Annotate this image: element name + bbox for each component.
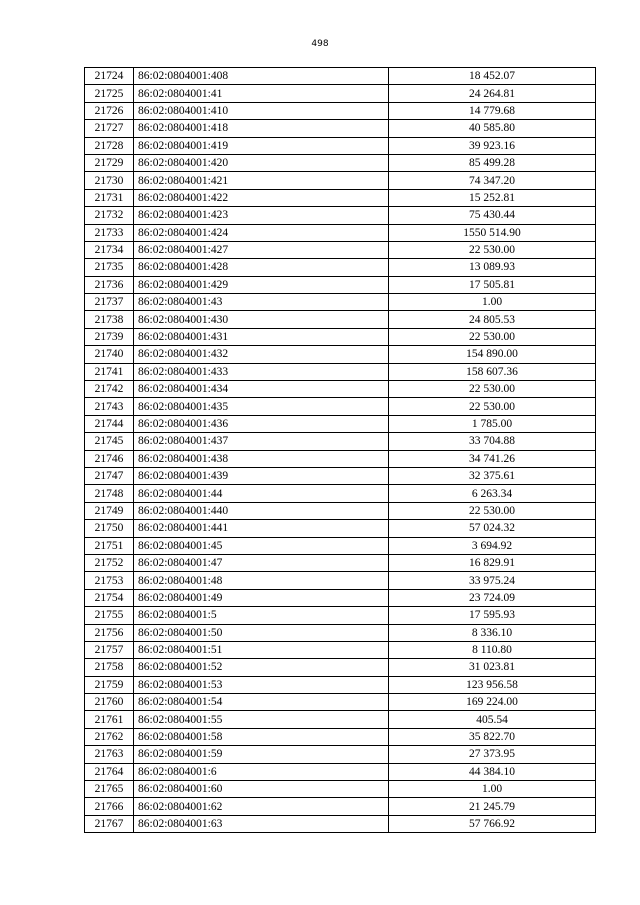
cadastral-value-table (84, 67, 596, 833)
cadastral-value-cell: 33 975.24 (389, 572, 596, 589)
table-row (85, 259, 596, 276)
cadastral-number-cell: 86:02:0804001:44 (134, 485, 389, 502)
table-row (85, 294, 596, 311)
cadastral-number-cell: 86:02:0804001:438 (134, 450, 389, 467)
cadastral-value-cell: 18 452.07 (389, 68, 596, 85)
cadastral-value-cell: 57 024.32 (389, 520, 596, 537)
cadastral-number-cell: 86:02:0804001:439 (134, 467, 389, 484)
table-row (85, 433, 596, 450)
row-number-cell: 21752 (85, 554, 134, 571)
cadastral-number-cell: 86:02:0804001:63 (134, 815, 389, 832)
cadastral-number-cell: 86:02:0804001:47 (134, 554, 389, 571)
table-body (85, 68, 596, 833)
cadastral-value-cell: 6 263.34 (389, 485, 596, 502)
cadastral-value-cell: 85 499.28 (389, 154, 596, 171)
table-row (85, 815, 596, 832)
row-number-cell: 21737 (85, 294, 134, 311)
row-number-cell: 21758 (85, 659, 134, 676)
row-number-cell: 21741 (85, 363, 134, 380)
table-row (85, 589, 596, 606)
table-row (85, 746, 596, 763)
cadastral-number-cell: 86:02:0804001:433 (134, 363, 389, 380)
row-number-cell: 21754 (85, 589, 134, 606)
cadastral-value-cell: 154 890.00 (389, 346, 596, 363)
cadastral-value-cell: 1 785.00 (389, 415, 596, 432)
cadastral-number-cell: 86:02:0804001:41 (134, 85, 389, 102)
row-number-cell: 21757 (85, 641, 134, 658)
table-row (85, 381, 596, 398)
cadastral-number-cell: 86:02:0804001:420 (134, 154, 389, 171)
row-number-cell: 21742 (85, 381, 134, 398)
row-number-cell: 21743 (85, 398, 134, 415)
row-number-cell: 21728 (85, 137, 134, 154)
row-number-cell: 21726 (85, 102, 134, 119)
cadastral-number-cell: 86:02:0804001:431 (134, 328, 389, 345)
cadastral-value-cell: 34 741.26 (389, 450, 596, 467)
table-row (85, 276, 596, 293)
cadastral-number-cell: 86:02:0804001:435 (134, 398, 389, 415)
cadastral-number-cell: 86:02:0804001:410 (134, 102, 389, 119)
cadastral-number-cell: 86:02:0804001:419 (134, 137, 389, 154)
table-row (85, 450, 596, 467)
table-row (85, 694, 596, 711)
row-number-cell: 21736 (85, 276, 134, 293)
cadastral-value-cell: 24 805.53 (389, 311, 596, 328)
table-row (85, 641, 596, 658)
table-row (85, 120, 596, 137)
row-number-cell: 21763 (85, 746, 134, 763)
row-number-cell: 21729 (85, 154, 134, 171)
cadastral-number-cell: 86:02:0804001:434 (134, 381, 389, 398)
cadastral-number-cell: 86:02:0804001:58 (134, 728, 389, 745)
cadastral-value-cell: 22 530.00 (389, 502, 596, 519)
cadastral-number-cell: 86:02:0804001:429 (134, 276, 389, 293)
cadastral-number-cell: 86:02:0804001:408 (134, 68, 389, 85)
row-number-cell: 21748 (85, 485, 134, 502)
row-number-cell: 21755 (85, 607, 134, 624)
row-number-cell: 21734 (85, 241, 134, 258)
table-row (85, 68, 596, 85)
cadastral-value-cell: 8 336.10 (389, 624, 596, 641)
table-row (85, 398, 596, 415)
cadastral-value-cell: 33 704.88 (389, 433, 596, 450)
cadastral-value-cell: 13 089.93 (389, 259, 596, 276)
cadastral-number-cell: 86:02:0804001:60 (134, 781, 389, 798)
cadastral-value-cell: 14 779.68 (389, 102, 596, 119)
table-row (85, 659, 596, 676)
cadastral-value-cell: 40 585.80 (389, 120, 596, 137)
row-number-cell: 21727 (85, 120, 134, 137)
row-number-cell: 21753 (85, 572, 134, 589)
row-number-cell: 21732 (85, 207, 134, 224)
row-number-cell: 21738 (85, 311, 134, 328)
row-number-cell: 21724 (85, 68, 134, 85)
row-number-cell: 21746 (85, 450, 134, 467)
cadastral-value-cell: 16 829.91 (389, 554, 596, 571)
row-number-cell: 21744 (85, 415, 134, 432)
table-row (85, 224, 596, 241)
cadastral-value-cell: 1.00 (389, 781, 596, 798)
cadastral-number-cell: 86:02:0804001:428 (134, 259, 389, 276)
row-number-cell: 21759 (85, 676, 134, 693)
row-number-cell: 21745 (85, 433, 134, 450)
cadastral-number-cell: 86:02:0804001:430 (134, 311, 389, 328)
cadastral-number-cell: 86:02:0804001:59 (134, 746, 389, 763)
row-number-cell: 21747 (85, 467, 134, 484)
cadastral-number-cell: 86:02:0804001:51 (134, 641, 389, 658)
table-row (85, 798, 596, 815)
cadastral-number-cell: 86:02:0804001:53 (134, 676, 389, 693)
cadastral-number-cell: 86:02:0804001:423 (134, 207, 389, 224)
row-number-cell: 21749 (85, 502, 134, 519)
table-row (85, 781, 596, 798)
row-number-cell: 21765 (85, 781, 134, 798)
cadastral-value-cell: 17 595.93 (389, 607, 596, 624)
cadastral-number-cell: 86:02:0804001:432 (134, 346, 389, 363)
cadastral-value-cell: 123 956.58 (389, 676, 596, 693)
table-row (85, 554, 596, 571)
table-row (85, 102, 596, 119)
row-number-cell: 21766 (85, 798, 134, 815)
row-number-cell: 21740 (85, 346, 134, 363)
row-number-cell: 21761 (85, 711, 134, 728)
cadastral-value-cell: 32 375.61 (389, 467, 596, 484)
cadastral-value-cell: 75 430.44 (389, 207, 596, 224)
row-number-cell: 21739 (85, 328, 134, 345)
cadastral-value-cell: 169 224.00 (389, 694, 596, 711)
table-row (85, 154, 596, 171)
cadastral-value-cell: 22 530.00 (389, 328, 596, 345)
cadastral-value-cell: 39 923.16 (389, 137, 596, 154)
cadastral-number-cell: 86:02:0804001:45 (134, 537, 389, 554)
cadastral-number-cell: 86:02:0804001:427 (134, 241, 389, 258)
cadastral-value-cell: 22 530.00 (389, 381, 596, 398)
table-row (85, 520, 596, 537)
cadastral-number-cell: 86:02:0804001:55 (134, 711, 389, 728)
cadastral-value-cell: 22 530.00 (389, 398, 596, 415)
cadastral-value-cell: 17 505.81 (389, 276, 596, 293)
cadastral-number-cell: 86:02:0804001:422 (134, 189, 389, 206)
table-row (85, 346, 596, 363)
cadastral-number-cell: 86:02:0804001:62 (134, 798, 389, 815)
table-row (85, 763, 596, 780)
table-row (85, 241, 596, 258)
cadastral-number-cell: 86:02:0804001:52 (134, 659, 389, 676)
table-row (85, 137, 596, 154)
cadastral-value-cell: 158 607.36 (389, 363, 596, 380)
row-number-cell: 21731 (85, 189, 134, 206)
table-row (85, 415, 596, 432)
table-row (85, 607, 596, 624)
cadastral-number-cell: 86:02:0804001:440 (134, 502, 389, 519)
table-row (85, 363, 596, 380)
table-row (85, 172, 596, 189)
page-number: 498 (311, 39, 329, 49)
cadastral-value-cell: 15 252.81 (389, 189, 596, 206)
cadastral-value-cell: 44 384.10 (389, 763, 596, 780)
table-row (85, 328, 596, 345)
cadastral-number-cell: 86:02:0804001:50 (134, 624, 389, 641)
table-row (85, 311, 596, 328)
table-row (85, 85, 596, 102)
table-row (85, 676, 596, 693)
cadastral-number-cell: 86:02:0804001:48 (134, 572, 389, 589)
cadastral-number-cell: 86:02:0804001:5 (134, 607, 389, 624)
cadastral-value-cell: 1.00 (389, 294, 596, 311)
row-number-cell: 21725 (85, 85, 134, 102)
cadastral-value-cell: 57 766.92 (389, 815, 596, 832)
cadastral-value-cell: 8 110.80 (389, 641, 596, 658)
row-number-cell: 21750 (85, 520, 134, 537)
row-number-cell: 21764 (85, 763, 134, 780)
cadastral-number-cell: 86:02:0804001:418 (134, 120, 389, 137)
cadastral-number-cell: 86:02:0804001:54 (134, 694, 389, 711)
row-number-cell: 21730 (85, 172, 134, 189)
table-row (85, 485, 596, 502)
row-number-cell: 21767 (85, 815, 134, 832)
cadastral-number-cell: 86:02:0804001:421 (134, 172, 389, 189)
cadastral-value-cell: 405.54 (389, 711, 596, 728)
cadastral-value-cell: 24 264.81 (389, 85, 596, 102)
cadastral-number-cell: 86:02:0804001:6 (134, 763, 389, 780)
cadastral-value-cell: 23 724.09 (389, 589, 596, 606)
row-number-cell: 21735 (85, 259, 134, 276)
row-number-cell: 21762 (85, 728, 134, 745)
table-row (85, 467, 596, 484)
cadastral-value-cell: 35 822.70 (389, 728, 596, 745)
table-row (85, 624, 596, 641)
cadastral-value-cell: 21 245.79 (389, 798, 596, 815)
cadastral-number-cell: 86:02:0804001:437 (134, 433, 389, 450)
cadastral-value-cell: 74 347.20 (389, 172, 596, 189)
row-number-cell: 21756 (85, 624, 134, 641)
table-row (85, 728, 596, 745)
table-row (85, 572, 596, 589)
table-row (85, 207, 596, 224)
cadastral-value-cell: 22 530.00 (389, 241, 596, 258)
cadastral-number-cell: 86:02:0804001:43 (134, 294, 389, 311)
table-row (85, 189, 596, 206)
cadastral-value-cell: 1550 514.90 (389, 224, 596, 241)
cadastral-value-cell: 27 373.95 (389, 746, 596, 763)
cadastral-value-cell: 3 694.92 (389, 537, 596, 554)
table-row (85, 502, 596, 519)
table-row (85, 537, 596, 554)
cadastral-number-cell: 86:02:0804001:436 (134, 415, 389, 432)
cadastral-number-cell: 86:02:0804001:424 (134, 224, 389, 241)
row-number-cell: 21760 (85, 694, 134, 711)
table-row (85, 711, 596, 728)
cadastral-value-cell: 31 023.81 (389, 659, 596, 676)
row-number-cell: 21751 (85, 537, 134, 554)
cadastral-number-cell: 86:02:0804001:441 (134, 520, 389, 537)
row-number-cell: 21733 (85, 224, 134, 241)
cadastral-number-cell: 86:02:0804001:49 (134, 589, 389, 606)
